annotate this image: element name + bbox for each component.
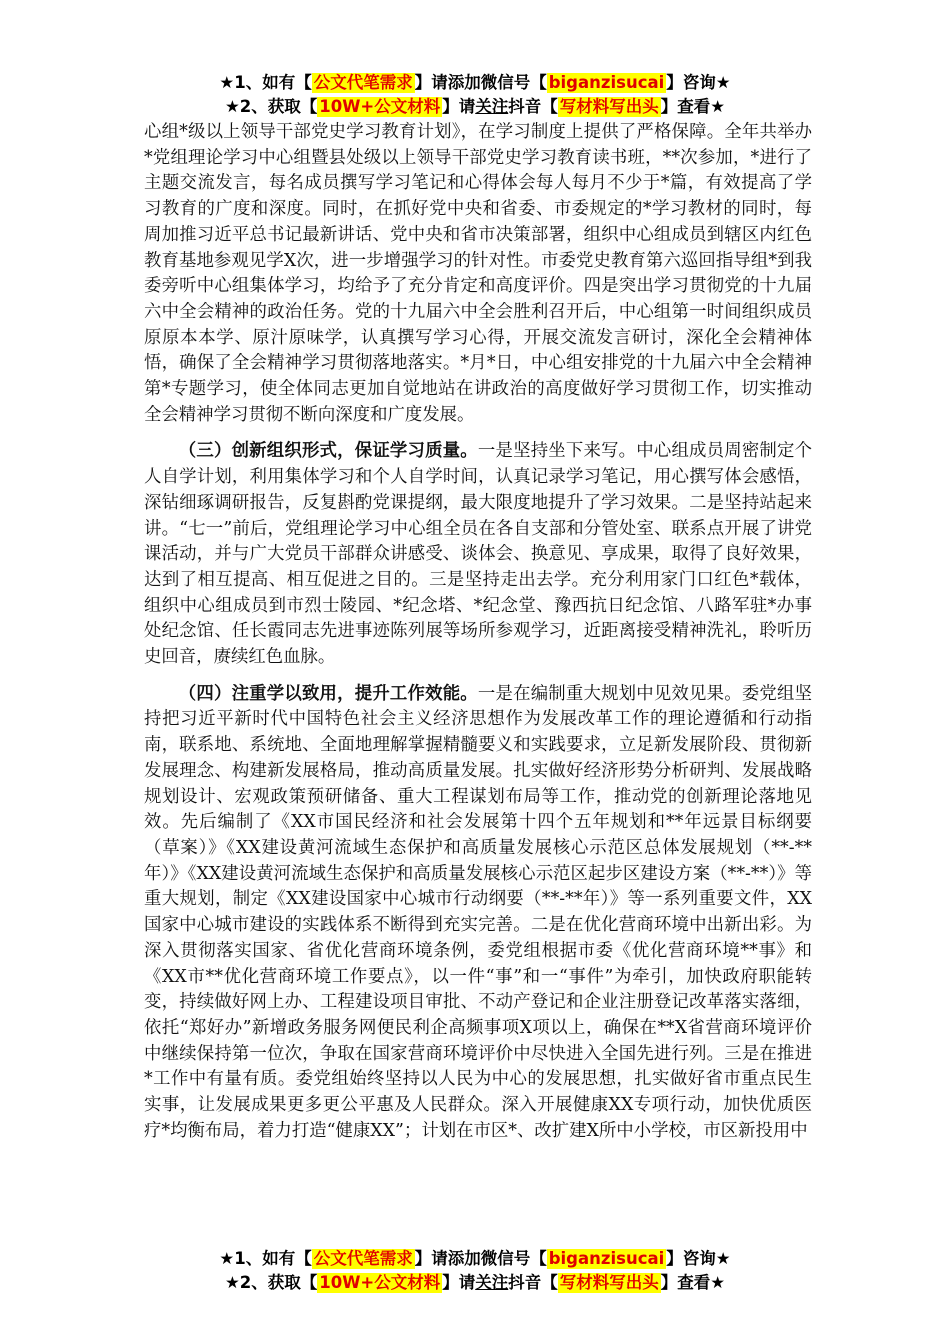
banner-text: 抖音【 [508,97,558,116]
top-banner-line-2 [0,96,950,118]
banner-text: 】查看★ [660,1273,726,1292]
bottom-banner-line-1 [0,1248,950,1270]
banner-text: 】请 [442,97,476,116]
top-banner-line-1 [0,72,950,94]
banner-text: 】请添加微信号【 [414,73,547,92]
highlight-wechat-id: biganzisucai [548,1249,665,1268]
banner-text: 】请 [442,1273,476,1292]
section-heading: （三）创新组织形式，保证学习质量。 [178,441,478,462]
banner-text: 】咨询★ [666,1249,731,1268]
highlight-materials: 10W+公文材料 [319,1273,441,1292]
banner-text: ★2、获取【 [224,97,318,116]
banner-underlined-text: 关注 [475,1273,509,1292]
banner-text: ★1、如有【 [219,73,312,92]
document-body [144,120,812,1155]
highlight-wechat-id: biganzisucai [548,73,665,92]
banner-text: ★2、获取【 [224,1273,318,1292]
banner-text: ★1、如有【 [219,1249,312,1268]
section-heading: （四）注重学以致用，提升工作效能。 [178,683,478,704]
paragraph-section-4 [144,682,812,1145]
banner-underlined-text: 关注 [475,97,509,116]
highlight-service: 公文代笔需求 [313,1249,413,1268]
highlight-douyin: 写材料写出头 [559,1273,659,1292]
section-body: 一是在编制重大规划中见效见果。委党组坚持把习近平新时代中国特色社会主义经济思想作为发展改革工作的理论遵循和行动指南，联系地、系统地、全面地理解掌握精髓要义和实践要求，立足新发展阶段、贯彻新发展理念、构建新发展格局，推动高质量发展。扎实做好经济形势分析研判、发展战略规划设计、宏观政策预研储备、重大工程谋划布局等工作，推动党的创新理论落地见效。先后编制了《XX市国民经济和社会发展第十四个五年规划和**年远景目标纲要（草案）》《XX建设黄河流域生态保护和高质量发展核心示范区总体发展规划（**-**年）》《XX建设黄河流域生态保护和高质量发展核心示范区起步区建设方案（**-**）》等重大规划，制定《XX建设国家中心城市行动纲要（**-**年）》等一系列重要文件，XX国家中心城市建设的实践体系不断得到充实完善。二是在优化营商环境中出新出彩。为深入贯彻落实国家、省优化营商环境条例，委党组根据市委《优化营商环境**事》和《XX市**优化营商环境工作要点》，以一件“事”和一“事件”为牵引，加快政府职能转变，持续做好网上办、工程建设项目审批、不动产登记和企业注册登记改革落实落细，依托“郑好办”新增政务服务网便民利企高频事项X项以上，确保在**X省营商环境评价中继续保持第一位次，争取在国家营商环境评价中尽快进入全国先进行列。三是在推进*工作中有量有质。委党组始终坚持以人民为中心的发展思想，扎实做好省市重点民生实事，让发展成果更多更公平惠及人民群众。深入开展健康XX专项行动，加快优质医疗*均衡布局，着力打造“健康XX”；计划在市区*、改扩建X所中小学校，市区新投用中 [144,683,812,1141]
bottom-banner-line-2 [0,1272,950,1294]
section-body: 一是坚持坐下来写。中心组成员周密制定个人自学计划，利用集体学习和个人自学时间，认真记录学习笔记，用心撰写体会感悟，深钻细琢调研报告，反复斟酌党课提纲，最大限度地提升了学习效果。二是坚持站起来讲。“七一”前后，党组理论学习中心组全员在各自支部和分管处室、联系点开展了讲党课活动，并与广大党员干部群众讲感受、谈体会、换意见、享成果，取得了良好效果，达到了相互提高、相互促进之目的。三是坚持走出去学。充分利用家门口红色*载体，组织中心组成员到市烈士陵园、*纪念塔、*纪念堂、豫西抗日纪念馆、八路军驻*办事处纪念馆、任长霞同志先进事迹陈列展等场所参观学习，近距离接受精神洗礼，聆听历史回音，赓续红色血脉。 [144,441,812,668]
highlight-douyin: 写材料写出头 [559,97,659,116]
banner-text: 抖音【 [508,1273,558,1292]
banner-text: 】咨询★ [666,73,731,92]
highlight-service: 公文代笔需求 [313,73,413,92]
banner-text: 】请添加微信号【 [414,1249,547,1268]
paragraph-section-3 [144,439,812,670]
highlight-materials: 10W+公文材料 [319,97,441,116]
paragraph-continuation: 心组*级以上领导干部党史学习教育计划》，在学习制度上提供了严格保障。全年共举办*党组理论学习中心组暨县处级以上领导干部党史学习教育读书班，**次参加，*进行了主题交流发言，每名成员撰写学习笔记和心得体会每人每月不少于*篇，有效提高了学习教育的广度和深度。同时，在抓好党中央和省委、市委规定的*学习教材的同时，每周加推习近平总书记最新讲话、党中央和省市决策部署，组织中心组成员到辖区内红色教育基地参观见学X次，进一步增强学习的针对性。市委党史教育第六巡回指导组*到我委旁听中心组集体学习，均给予了充分肯定和高度评价。四是突出学习贯彻党的十九届六中全会精神的政治任务。党的十九届六中全会胜利召开后，中心组第一时间组织成员原原本本学、原汁原味学，认真撰写学习心得，开展交流发言研讨，深化全会精神体悟，确保了全会精神学习贯彻落地落实。*月*日，中心组安排党的十九届六中全会精神第*专题学习，使全体同志更加自觉地站在讲政治的高度做好学习贯彻工作，切实推动全会精神学习贯彻不断向深度和广度发展。 [144,122,812,425]
banner-text: 】查看★ [660,97,726,116]
